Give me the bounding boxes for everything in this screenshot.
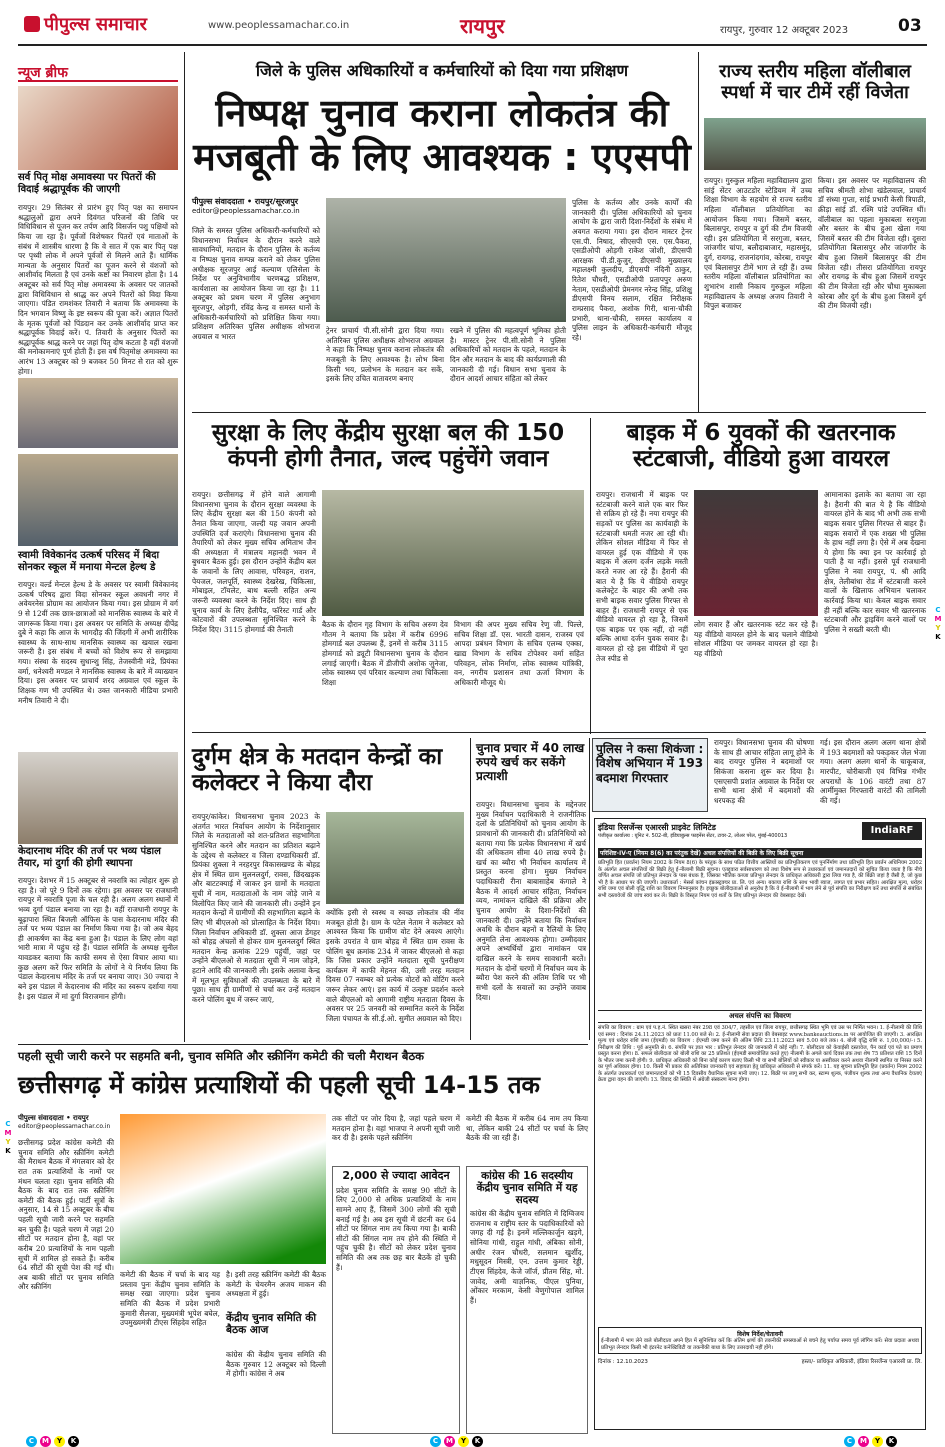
left-column-rule bbox=[184, 52, 185, 1042]
lead-bottom-rule bbox=[192, 412, 926, 413]
magenta-mark: M bbox=[444, 1436, 455, 1447]
stunt-headline: बाइक में 6 युवकों की खतरनाक स्टंटबाजी, वीडियो हुआ वायरल bbox=[626, 420, 896, 473]
police-col-2: गई। इस दौरान अलग अलग थाना क्षेत्रों में 193 बदमाशों को पकड़कर जेल भेजा गया। अलग अलग थानों के चाकूबाज, मारपीट, चोरीबाजी एवं विभिन्न गंभीर अपराधों के 106 वारंटी तथा 87 आर्मीमुक्त गिरफ्तारी वारंटों की तामिली की गई। bbox=[820, 738, 926, 805]
cmyk-c: C bbox=[5, 1120, 11, 1128]
stunt-col-3: आमानाका इलाके का बताया जा रहा है। हैरानी की बात ये है कि वीडियो वायरल होने के बाद भी अभी तक सभी बाइक सवार पुलिस गिरफ्त से बाहर हैं। बाइक सवारों में एक शख्स भी पुलिस के हाथ नहीं लगा है। ऐसे में अब देखना ये होगा कि क्या इन पर कार्रवाई हो पाती है या नहीं। इससे पूर्व राजधानी पुलिस ने नवा रायपुर, पं. श्री आदि क्षेत्र, तेलीबांधा रोड में स्टंटबाजी करने वालों के खिलाफ अभियान चलाकर कार्रवाई किया था। केवल बाइक सवार ही नहीं बल्कि कार सवार भी खतरनाक स्टंटबाजी और ड्राइविंग करने वालों पर पुलिस ने सख्ती बरती थी। bbox=[824, 490, 926, 634]
ad-sign: हस्ता/- प्राधिकृत अधिकारी, इंडिया रिसर्जेन्स एआरसी प्रा. लि. bbox=[801, 1359, 922, 1365]
photo-classroom bbox=[18, 454, 178, 546]
ad-title: इंडिया रिसर्जेन्स एआरसी प्राइवेट लिमिटेड bbox=[598, 823, 716, 832]
lead-col-2: ट्रेनर प्राचार्य पी.सी.सोनी द्वारा दिया गया। अतिरिक्त पुलिस अधीक्षक शोभराज अग्रवाल ने कहा कि निष्पक्ष चुनाव कराना लोकतंत्र की मजबूती के लिए आवश्यक है। लोभ बिना किसी भय, प्रलोभन के मतदान कर सकें, इसके लिए उचित वातावरण बनाए bbox=[326, 326, 444, 384]
brief-body-2: रायपुर। वर्ल्ड मेन्टल हेल्थ डे के अवसर पर स्वामी विवेकानंद उत्कर्ष परिषद द्वारा विदा सोनकर स्कूल अवधनी नगर में अवेयरनेस प्रोग्राम का आयोजन किया गया। इस प्रोग्राम में वर्ग 9 से 12वीं तक छात्र-छात्राओं को मानसिक स्वास्थ्य के बारे में जागरूक किया गया। इस अवसर पर समिति के अध्यक्ष दीपेंद्र दुबे ने कहा कि आज के भागदौड़ की जिंदगी में अभी शारीरिक स्वास्थ्य के साथ-साथ मानसिक स्वास्थ्य का खयाल रखना जरूरी है। इस संबंध में बच्चों को विशेष रूप से समझाया गया। संस्था के सदस्य सुधान्शु सिंह, तेजस्वीनी मंडे, प्रियंका वर्मा, धनेश्वरी मण्डल ने मानसिक स्वास्थ्य के बारे में व्याख्यान दिया। इस अवसर पर प्राचार्य शरद अग्रवाल एवं स्कूल के शिक्षक गण भी उपस्थित थे। उक्त जानकारी मीडिया प्रभारी मनीष तिवारी ने दी। bbox=[18, 580, 178, 705]
congress-box3-body: कांग्रेस की केंद्रीय चुनाव समिति की बैठक गुरुवार 12 अक्टूबर को दिल्ली में होगी। कांग्रेस ने अब bbox=[226, 1350, 326, 1379]
expense-body: रायपुर। विधानसभा चुनाव के मद्देनजर मुख्य निर्वाचन पदाधिकारी ने राजनीतिक दलों के प्रतिनिधियों को चुनाव आयोग के प्रावधानों की जानकारी दी। प्रतिनिधियों को बताया गया कि प्रत्येक विधानसभा में खर्च की अधिकतम सीमा 40 लाख रुपये है। खर्च का ब्यौरा भी निर्वाचन कार्यालय में प्रस्तुत करना होगा। मुख्य निर्वाचन पदाधिकारी रीना बाबासाहेब कंगाले ने बैठक में आदर्श आचार संहिता, निर्वाचन व्यय, नामांकन दाखिले की प्रक्रिया और चुनाव आयोग के दिशा-निर्देशों की जानकारी दी। उन्होंने बताया कि निर्वाचन अवधि के दौरान बहनों व रैलियों के लिए अनुमति लेना आवश्यक होगा। उम्मीदवार अपने अभ्यर्थियों द्वारा नामांकन पत्र दाखिल करने के समय सावधानी बरतें। मतदान के दोनों चरणों में निर्वाचन व्यय के ब्यौरा पेश करने की अंतिम तिथि पर भी सभी दलों के सवालों का उन्होंने जवाब दिया। bbox=[476, 800, 586, 1002]
volleyball-col-2: किया। इस अवसर पर महाविद्यालय की सचिव श्रीमती शोभा खंडेलवाल, प्राचार्य डॉ संध्या गुप्ता, सांई प्रभारी केसी त्रिपाठी, क्रीड़ा सांई डॉ. रश्मि पांडे उपस्थित थीं। वॉलीबाल का पहला मुकाबला सरगुजा और बस्तर के बीच हुआ खेला गया जिसमें बस्तर की टीम विजेता रही। दूसरा प्रतियोगिता बिलासपुर और जांजगीर के बीच हुआ जिसमें बिलासपुर की टीम विजेता रही। तीसरा प्रतियोगिता रायपुर और रायगढ़ के बीच हुआ जिसमें रायपुर की टीम विजेता रही और चौथा मुकाबला कोरबा और दुर्ग के बीच हुआ जिसमें दुर्ग की टीम विजयी रही। bbox=[818, 176, 926, 311]
ad-section-title: अचल संपत्ति का विवरण bbox=[598, 1010, 922, 1023]
lead-headline: निष्पक्ष चुनाव कराना लोकतंत्र की मजबूती के लिए आवश्यक : एएसपी bbox=[193, 91, 691, 179]
website: www.peoplessamachar.co.in bbox=[208, 20, 350, 31]
stunt-col-2: लोग सवार हैं और खतरनाक स्टंट कर रहे हैं। यह वीडियो वायरल होने के बाद चलाने वीडियो सोशल मीडिया पर जमकर वायरल हो रहा है। यह वीडियो bbox=[694, 620, 818, 658]
photo-pandal bbox=[18, 752, 178, 844]
cyan-mark: C bbox=[844, 1436, 855, 1447]
expense-right-rule bbox=[589, 738, 590, 1040]
yellow-mark: Y bbox=[872, 1436, 883, 1447]
photo-volleyball-team bbox=[704, 118, 926, 170]
photo-congress-flags bbox=[120, 1114, 326, 1264]
police-headline: पुलिस ने कसा शिकंजा : विशेष अभियान में 193 बदमाश गिरफ्तार bbox=[596, 742, 704, 785]
ad-subtitle: परिशिष्ट-IV-ए (नियम 8(6) का परंतुक देखें) अचल संपत्तियों की बिक्री के लिए बिक्री सूचना bbox=[598, 848, 922, 858]
congress-box5-body: कांग्रेस की केंद्रीय चुनाव समिति में दिग्विजय राजनाथ व राष्ट्रीय स्तर के पदाधिकारियों को जगह दी गई है। इनमें मल्लिकार्जुन खड़गे, सोनिया गांधी, राहुल गांधी, अंबिका सोनी, अधीर रंजन चौधरी, सलमान खुर्शीद, मधुसूदन मिस्त्री, एन. उत्तम कुमार रेड्डी, टीएस सिंहदेव, केजे जॉर्ज, प्रीतम सिंह, मो. जावेद, अमी याज्ञनिक, पीएल पुनिया, ओंकार मरकाम, केसी वेणुगोपाल शामिल हैं। bbox=[470, 1209, 584, 1305]
congress-byline-email: editor@peoplessamachar.co.in bbox=[18, 1123, 111, 1130]
photo-police-training bbox=[326, 198, 566, 322]
brief-body-3: रायपुर। देशभर में 15 अक्टूबर से नवरात्रि का त्योहार शुरू हो रहा है। जो पूरे 9 दिनों तक रहेगा। इस अवसर पर राजधानी रायपुर में नवरात्रि पूजा के चल रही है। अलग अलग स्थानों में भव्य दुर्गा पंडाल बनाया जा रहा है। वहीं राजधानी रायपुर के बूढ़ापारा स्थित बिजली ऑफिस के पास केदारनाथ मंदिर की तर्ज पर भव्य पंडाल का निर्माण किया गया है। जो अब बेहद ही आकर्षण का केंद्र बना हुआ है। पंडाल के लिए लोग वहां भारी मात्रा में पहुंच रहे हैं। पंडाल समिति के अध्यक्ष सुनील यावडकर बताया कि काफी समय से ऐसा विचार आया था। कुछ अलग करें फिर समिति के लोगों ने ये निर्णय लिया कि पंडाल केदारनाथ मंदिर के तर्ज पर बनाया जाए। 30 ज्यादा ने बने इस पंडाल में केदारनाथ की मंदिर का स्वरूप दर्शाया गया है। इस पंडाल में मां दुर्गा विराजमान होंगी। bbox=[18, 876, 178, 1001]
durgam-headline: दुर्गम क्षेत्र के मतदान केन्द्रों का कलेक्टर ने किया दौरा bbox=[192, 744, 443, 797]
congress-top-rule bbox=[18, 1044, 588, 1045]
durgam-col-2: क्योंकि इसी से स्वस्थ व स्वच्छ लोकतंत्र की नींव मजबूत होती है। ग्राम के पटेल नेताम ने कलेक्टर को आश्वस्त किया कि ग्रामीण वोट देने अवश्य आएंगे। इसके उपरांत वे ग्राम बोहद्र में स्थित ग्राम रावस के पोलिंग बूथ क्रमांक 234 में जाकर बीएलओ से कहा कि जिस प्रकार उन्होंने मतदाता सूची पुनरीक्षण कार्यक्रम में काफी मेहनत की, उसी तरह मतदान दिवस 07 नवम्बर को प्रत्येक वोटरों को वोटिंग करने जरूर लेकर आएं। इस कार्य में उत्कृष्ट प्रदर्शन करने वाले बीएलओ को आगामी राष्ट्रीय मतदाता दिवस के अवसर पर 25 जनवरी को सम्मानित करने के निर्देश जिला पंचायत के सी.ई.ओ. सुमीत अग्रवाल को दिए। bbox=[326, 908, 464, 1023]
congress-box3-head: केंद्रीय चुनाव समिति की बैठक आज bbox=[226, 1312, 317, 1337]
photo-stunt-bike bbox=[694, 490, 818, 616]
lead-kicker: जिले के पुलिस अधिकारियों व कर्मचारियों को दिया गया प्रशिक्षण bbox=[255, 61, 629, 80]
ad-body-2: संपत्ति का विवरण : ग्राम एवं प.ह.नं. स्थित खसरा नंबर 298 एवं 304/7, तहसील एवं जिला रायपुर, छत्तीसगढ़ स्थित भूमि एवं उस पर निर्मित भवन। 1. ई-नीलामी की तिथि एवं समय : दिनांक 24.11.2023 को प्रातः 11.00 बजे से। 2. ई-नीलामी सेवा प्रदाता की वेबसाइट www.bankeauctions.in पर आयोजित की जाएगी। 3. आरक्षित मूल्य एवं धरोहर राशि जमा (ईएमडी) का विवरण : ईएमडी जमा करने की अंतिम तिथि 23.11.2023 सायं 5.00 बजे तक। 4. बोली वृद्धि राशि रु. 1,00,000/-। 5. निरीक्षण की तिथि : पूर्व अनुमति से। 6. संपत्ति पर ज्ञात भार : प्रतिभूत लेनदार की जानकारी में कोई नहीं। 7. बोलीदाता को केवाईसी दस्तावेज, पैन कार्ड एवं पते का प्रमाण प्रस्तुत करना होगा। 8. सफल बोलीदाता को बोली राशि का 25 प्रतिशत (ईएमडी समायोजित करते हुए) नीलामी के अगले कार्य दिवस तक तथा शेष 75 प्रतिशत राशि 15 दिनों के भीतर जमा करनी होगी। 9. प्राधिकृत अधिकारी को बिना कोई कारण बताए किसी भी या सभी बोलियों को स्वीकार या अस्वीकार करने अथवा नीलामी स्थगित या निरस्त करने का पूर्ण अधिकार होगा। 10. किसी भी प्रकार की अतिरिक्त जानकारी एवं सहायता हेतु प्राधिकृत अधिकारी से संपर्क करें। 11. यह सूचना प्रतिभूति हित (प्रवर्तन) नियम 2002 के अंतर्गत उधारकर्ता एवं जमानतदारों को भी 15 दिवसीय वैधानिक सूचना मानी जाए। 12. बिक्री पर लागू सभी कर, स्टाम्प शुल्क, पंजीयन शुल्क तथा अन्य वैधानिक देयताएं क्रेता द्वारा वहन की जाएंगी। 13. विवाद की स्थिति में अंग्रेजी संस्करण मान्य होगा। bbox=[598, 1025, 922, 1083]
congress-box-applications bbox=[332, 1166, 460, 1434]
magenta-mark: M bbox=[858, 1436, 869, 1447]
side-cmyk-right bbox=[934, 606, 942, 642]
issue-date: रायपुर, गुरुवार 12 अक्टूबर 2023 bbox=[720, 25, 849, 36]
police-col-1: रायपुर। विधानसभा चुनाव की घोषणा के साथ ही आचार संहिता लागू होने के बाद रायपुर पुलिस ने बदमाशों पर सिकंजा कसना शुरू कर दिया है। एसएसपी प्रशांत अग्रवाल के निर्देश पर सभी थाना क्षेत्रों में बदमाशों की धरपकड़ की bbox=[714, 738, 814, 805]
lead-col-4: पुलिस के कर्तव्य और उनके कार्यों की जानकारी दी। पुलिस अधिकारियों को चुनाव आयोग के द्वारा जारी दिशा-निर्देशों के संबंध में अवगत कराया गया। इस दौरान मास्टर ट्रेनर एस.पी. निषाद, सीएसपी एस. एस.पैकरा, एसडीओपी ओड़गी राकेश जोशी, डीएसपी आरक्षक पी.डी.कुजुर, डीएसपी मुख्यालय महालक्ष्मी कुलदीप, डीएसपी नंदिनी ठाकुर, रितेश चौधरी, एसडीओपी प्रतापपुर अरुण नेताम, एसडीओपी प्रेमनगर नरेन्द्र सिंह, प्रशिक्षु डीएसपी विनय सलाम, रक्षित निरीक्षक राम्प्रसाद पैकरा, अशोक गिरी, थाना-चौकी प्रभारी, थाना-चौकी, समस्त कार्यालय व पुलिस लाइन के अधिकारी-कर्मचारी मौजूद रहे। bbox=[572, 198, 692, 342]
congress-col-5: कमेटी की बैठक में करीब 64 नाम तय किया था, लेकिन बाकी 24 सीटों पर चर्चा के लिए बैठकें की जा रही हैं। bbox=[466, 1114, 588, 1143]
forces-headline: सुरक्षा के लिए केंद्रीय सुरक्षा बल की 150 कंपनी होगी तैनात, जल्द पहुंचेंगे जवान bbox=[211, 420, 565, 473]
cmyk-c: C bbox=[935, 606, 941, 614]
logo-text: पीपुल्स समाचार bbox=[44, 14, 147, 35]
mid-rule bbox=[192, 732, 926, 733]
volleyball-headline: राज्य स्तरीय महिला वॉलीबाल स्पर्धा में चार टीमें रहीं विजेता bbox=[719, 61, 911, 103]
lead-byline: पीपुल्स संवाददाता • रायपुर/सूरजपुर editor@peoplessamachar.co.in bbox=[192, 196, 322, 220]
byline-place: रायपुर/सूरजपुर bbox=[254, 197, 299, 206]
cyan-mark: C bbox=[26, 1436, 37, 1447]
congress-box-committee bbox=[466, 1166, 588, 1434]
print-marks-right bbox=[844, 1428, 900, 1445]
congress-col-2: कमेटी की बैठक में चर्चा के बाद यह प्रस्ताव पुनः केंद्रीय चुनाव समिति के समक्ष रखा जाएगा। प्रदेश चुनाव समिति की बैठक में प्रदेश प्रभारी कुमारी सैलजा, मुख्यमंत्री भूपेश बघेल, उपमुख्यमंत्री टीएस सिंहदेव सहित bbox=[120, 1270, 220, 1328]
side-cmyk-left bbox=[4, 1120, 12, 1156]
masthead-rule bbox=[18, 44, 927, 46]
photo-students bbox=[18, 378, 178, 448]
congress-headline: छत्तीसगढ़ में कांग्रेस प्रत्याशियों की पहली सूची 14-15 तक bbox=[18, 1071, 540, 1099]
congress-box4-body: प्रदेश चुनाव समिति के समक्ष 90 सीटों के लिए 2,000 से अधिक प्रत्याशियों के नाम सामने आए हैं, जिसमें 300 लोगों की सूची बनाई गई है। अब इस सूची में छंटनी कर 64 सीटों पर सिंगल नाम तय किया गया है। बाकी सीटों की सिंगल नाम तय होने की स्थिति में पहुंच चुकी है। सीटों को लेकर प्रदेश चुनाव समिति की अब तक छह बार बैठकें हो चुकी हैं। bbox=[336, 1185, 456, 1272]
police-headline-box bbox=[592, 738, 708, 812]
ad-notice-box bbox=[598, 1327, 922, 1354]
cmyk-y: Y bbox=[935, 624, 941, 632]
volleyball-col-1: रायपुर। गुरुकुल महिला महाविद्यालय द्वारा सांई सेंटर आउटडोर स्टेडियम में उच्च शिक्षा विभाग के सहयोग से राज्य स्तरीय महिला वॉलीबाल प्रतियोगिता का आयोजन किया गया। जिसमें बस्तर, बिलासपुर, रायपुर व दुर्ग की टीम विजयी रही। इस प्रतियोगिता में सरगुजा, बस्तर, जांजगीर चांपा, बलौदाबाजार, महासमुंद, दुर्ग, रायगढ़, राजनांदगांव, कोरबा, रायपुर एवं बिलासपुर टीमें भाग ले रही हैं। उच्च स्तरीय महिला वॉलीबाल प्रतियोगिता का शुभारंभ शासी निकाय गुरुकुल महिला महाविद्यालय के अध्यक्ष अजय तिवारी ने विपुल बजाकर bbox=[704, 176, 812, 311]
ad-notice-title: विशेष निर्देश/चेतावनी bbox=[737, 1331, 783, 1338]
photo-collector-visit bbox=[326, 812, 464, 904]
congress-box5-head: कांग्रेस की 16 सदस्यीय केंद्रीय चुनाव समिति में यह सदस्य bbox=[476, 1170, 578, 1207]
black-mark: K bbox=[68, 1436, 79, 1447]
photo-hand bbox=[18, 86, 178, 170]
lead-col-1: जिले के समस्त पुलिस अधिकारी-कर्मचारियों को विधानसभा निर्वाचन के दौरान करने वाले सावधानियों, मतदान के दौरान पुलिस के कर्तव्य व निष्पक्ष चुनाव सम्पन्न कराने को लेकर पुलिस अधीक्षक सूरजपुर आई कल्याण एलिसेला के निर्देश पर अनुविभागीय चरणबद्ध प्रशिक्षण, कार्यशाला का आयोजन किया जा रहा है। 11 अक्टूबर को प्रथम चरण में पुलिस अनुभाग सूरजपुर, ओड़गी, रविंद्र केन्द्र व समस्त थानों के अधिकारी-कर्मचारियों को प्रशिक्षित किया गया। प्रशिक्षण अतिरिक्त पुलिस अधीक्षक शोभराज अग्रवाल व भारत bbox=[192, 226, 320, 341]
forces-col-2: बैठक के दौरान गृह विभाग के सचिव अरुण देव गौतम ने बताया कि प्रदेश में करीब 6996 होमगार्ड बल उपलब्ध हैं, इनमें से करीब 3115 होमगार्ड को ड्यूटी विधानसभा चुनाव के दौरान लगाई जाएगी। बैठक में डीजीपी अशोक जुनेजा, लोक स्वास्थ्य एवं परिवार कल्याण तथा चिकित्सा शिक्षा bbox=[322, 620, 448, 687]
auction-ad bbox=[594, 818, 926, 1430]
congress-col-1: छत्तीसगढ़ प्रदेश कांग्रेस कमेटी की चुनाव समिति और स्क्रीनिंग कमेटी की मैराथन बैठक में मंगलवार को देर रात तक प्रत्याशियों के नामों पर मंथन चलता रहा। चुनाव समिति की बैठक के बाद रात तक स्क्रीनिंग कमेटी की बैठक हुई। पार्टी सूत्रों के अनुसार, 14 से 15 अक्टूबर के बीच पहली सूची जारी करने पर सहमति बन चुकी है। पहले चरण में जहां 20 सीटों पर मतदान होना है, वहां पर करीब 20 प्रत्याशियों के नाम पहली सूची में शामिल हो सकते हैं। करीब 64 सीटों की सूची पेश की गई थी। अब बाकी सीटों पर चुनाव समिति और स्क्रीनिंग bbox=[18, 1138, 114, 1292]
yellow-mark: Y bbox=[458, 1436, 469, 1447]
lead-col-3: रखने में पुलिस की महत्वपूर्ण भूमिका होती है। मास्टर ट्रेनर पी.सी.सोनी ने पुलिस अधिकारियों को मतदान के पहले, मतदान के दिन और मतदान के बाद की कार्यप्रणाली की जानकारी दी गई। विधान सभा चुनाव के दौरान आदर्श आचार संहिता को लेकर bbox=[450, 326, 566, 384]
congress-byline: पीपुल्स संवाददाता • रायपुर editor@peoplessamachar.co.in bbox=[18, 1114, 118, 1136]
brief-body-1: रायपुर। 29 सितंबर से प्रारंभ हुए पितृ पक्ष का समापन श्रद्धालुओं द्वारा अपने दिवंगत परिजनों की तिथि पर विधिविधान से पूजन कर तर्पण आदि विसर्जन पशु पक्षियों को किया जा रहा है। पूर्वजों विशेषकर पितरों एवं माताओं के संबंध में शास्त्रीय धारणा है कि वे सात में एक बार पितृ पक्ष पर पृथ्वी लोक में अपने पूर्वजों से मिलने आते हैं। धार्मिक मान्यता के अनुसार पितरों का पूजन करने से वंशजों को आशीर्वाद मिलता है एवं उनके कष्टों का निवारण होता है। 14 अक्टूबर को सर्व पितृ मोक्ष अमावस्या के अवसर पर जातकों द्वारा विधिविधान से श्राद्ध कर अपने पितरों को विदा किया जाएगा। पंडित रामशंकर तिवारी ने बताया कि अमावस्या के दिन भगवान विष्णु के इष्ट स्वरूप की पूजा करें। अज्ञात पितरों के मृतक पूर्वजों को पिंडदान कर उनके आशीर्वाद प्राप्त कर श्रद्धापूर्वक विदाई करें। पं. तिवारी के अनुसार पितरों का श्रद्धापूर्वक श्राद्ध करने पर जहां पितृ दोष कटता है वहीं वंशजों की मनोकामनाएं पूर्ण होती हैं। इस वर्ष पितृमोक्ष अमावस्या का आरंभ 13 अक्टूबर को 9 बजकर 50 मिनट से रात को शुरू होगा। bbox=[18, 203, 178, 376]
congress-byline-name: पीपुल्स संवाददाता bbox=[18, 1114, 64, 1122]
cmyk-m: M bbox=[934, 615, 942, 623]
black-mark: K bbox=[886, 1436, 897, 1447]
cmyk-y: Y bbox=[5, 1138, 11, 1146]
forces-col-1: रायपुर। छत्तीसगढ़ में होने वाले आगामी विधानसभा चुनाव के दौरान सुरक्षा व्यवस्था के लिए केंद्रीय सुरक्षा बल की 150 कंपनी को तैनात किया जाएगा, जल्दी यह जवान अपनी उपस्थिति दर्ज कराएंगे। विधानसभा चुनाव की तैयारियों को लेकर मुख्य सचिव अमिताभ जैन की अध्यक्षता में मंत्रालय महानदी भवन में बुधवार बैठक हुई। इस दौरान उन्होंने केंद्रीय बल के जवानों के लिए आवास, परिवहन, राशन, पेयजल, जलपूर्ति, स्वास्थ्य देखरेख, चिकित्सा, मोबाइल, टॉयलेट, बाथ बल्ली सहित अन्य जरूरी व्यवस्था करने के निर्देश दिए। साथ ही चुनाव कार्य के लिए हेलीपैड, फॉरेस्ट गार्ड और कोटवारों की उपलब्धता सुनिश्चित करने के निर्देश दिए। 3115 होमगार्ड की तैनाती bbox=[192, 490, 316, 634]
cmyk-m: M bbox=[4, 1129, 12, 1137]
cyan-mark: C bbox=[430, 1436, 441, 1447]
yellow-mark: Y bbox=[54, 1436, 65, 1447]
congress-box4-head: 2,000 से ज्यादा आवेदन bbox=[342, 1169, 450, 1182]
page-number: 03 bbox=[898, 16, 922, 36]
durgam-right-rule bbox=[470, 738, 471, 1040]
print-marks-center bbox=[430, 1428, 486, 1445]
congress-kicker: पहली सूची जारी करने पर सहमति बनी, चुनाव समिति और स्क्रीनिंग कमेटी की चली मैराथन बैठक bbox=[18, 1049, 425, 1063]
city-title: रायपुर bbox=[460, 14, 505, 38]
magenta-mark: M bbox=[40, 1436, 51, 1447]
congress-byline-place: रायपुर bbox=[73, 1114, 89, 1122]
lead-right-rule bbox=[698, 52, 699, 412]
cmyk-k: K bbox=[5, 1147, 11, 1155]
forces-col-3: विभाग की अपर मुख्य सचिव रेणु जी. पिल्ले, सचिव शिक्षा डॉ. एस. भारती दासन, राजस्व एवं आपदा प्रबंधन विभाग के सचिव एलम्ब एक्का, खाद्य विभाग के सचिव टोपेश्वर वर्मा सहित परिवहन, लोक निर्माण, लोक स्वास्थ्य यांत्रिकी, वन, नगरीय प्रशासन तथा ऊर्जा विभाग के अधिकारी मौजूद थे। bbox=[454, 620, 584, 687]
logo-mark bbox=[24, 16, 40, 32]
stunt-col-1: रायपुर। राजधानी में बाइक पर स्टंटबाजी करने वाले एक बार फिर से सक्रिय हो रहे हैं। नया रायपुर की सड़कों पर पुलिस का कार्यवाही के स्टंटबाजी थमती नजर आ रही थी। लेकिन सोशल मीडिया में फिर से वायरल हुई एक वीडियो में एक बाइक में अलग दर्जन लड़के मस्ती करते नजर आ रहे हैं। हैरानी की बात ये है कि ये वीडियो रायपुर कलेक्ट्रेट के बाहर की अभी तक सभी बाइक सवार पुलिस गिरफ्त से बाहर हैं। राजधानी रायपुर से एक वीडियो वायरल हो रहा है, जिसमें एक बाइक पर एक नहीं, दो नहीं बल्कि आधा दर्जन युवक सवार है। वायरल हो रहे इस वीडियो में पूरा तेज स्पीड से bbox=[596, 490, 688, 663]
congress-col-3: है। इसी तरह स्क्रीनिंग कमेटी की बैठक कमेटी के चेयरमैन अजय माकन की अध्यक्षता में हुई। bbox=[226, 1270, 326, 1299]
ad-date: दिनांक : 12.10.2023 bbox=[598, 1359, 648, 1365]
black-mark: K bbox=[472, 1436, 483, 1447]
logo bbox=[24, 12, 204, 36]
masthead bbox=[0, 0, 945, 44]
news-brief-label: न्यूज ब्रीफ bbox=[18, 65, 68, 81]
durgam-col-1: रायपुर/कांकेर। विधानसभा चुनाव 2023 के अंतर्गत भारत निर्वाचन आयोग के निर्देशानुसार जिले के मतदाताओं को शत-प्रतिशत सहभागिता सुनिश्चित करने और मतदान का प्रतिशत बढ़ाने के उद्देश्य से कलेक्टर व जिला दण्डाधिकारी डॉ. प्रियंका शुक्ला ने नरहरपुर विकासखण्ड के बोहद्र क्षेत्र में स्थित ग्राम मुलनलदुर्ग, रावस, छिंदखड़क और बाटटक्याई में जाकर इन ग्रामों के मतदाता सूची में नाम, मतदाताओं के नाम जोड़े जाने व विलोपित किए जाने की जानकारी ली। उन्होंने इन मतदान केन्द्रों में ग्रामीणों की सहभागिता बढ़ाने के लिए भी बीएलओ को प्रोत्साहित के निर्देश दिया। जिला निर्वाचन अधिकारी डॉ. शुक्ला आज डेंगहर को बोहद्र अंचलों से होकर ग्राम मुलनलदुर्ग स्थित मतदान केन्द्र क्रमांक 229 पहुंचीं, जहां पर उन्होंने बीएलओ से मतदाता सूची में नाम जोड़ने, हटाने आदि की जानकारी ली। इसके अलावा केन्द्र में मूलभूत सुविधाओं की उपलब्धता के बारे में पूछा। साथ ही ग्रामीणों से चर्चा कर उन्हें मतदान करने पोलिंग बूथ में जरूर जाएं, bbox=[192, 812, 320, 1004]
ad-address: पंजीकृत कार्यालय : यूनिट नं. 502-बी, इंडियाबुल्स फाइनेंस सेंटर, टावर-2, लोअर परेल, मुंबई-400013 bbox=[598, 833, 788, 839]
brief-headline-1: सर्व पितृ मोक्ष अमावस्या पर पितरों की विदाई श्रद्धापूर्वक की जाएगी bbox=[18, 172, 156, 195]
print-marks-left bbox=[26, 1428, 82, 1445]
brief-headline-2: स्वामी विवेकानंद उत्कर्ष परिसद में बिदा सोनकर स्कूल में मनाया मेन्टल हेल्थ डे bbox=[18, 550, 160, 573]
expense-headline: चुनाव प्रचार में 40 लाख रुपये खर्च कर सकेंगे प्रत्याशी bbox=[476, 741, 585, 783]
brief-headline-3: केदारनाथ मंदिर की तर्ज पर भव्य पंडाल तैयार, मां दुर्गा की होगी स्थापना bbox=[18, 846, 161, 869]
byline-name: पीपुल्स संवाददाता bbox=[192, 197, 245, 206]
forces-right-rule bbox=[590, 418, 591, 734]
congress-col-4: तक सीटों पर जोर दिया है, जहां पहले चरण में मतदान होना है। वहां भाजपा ने अपनी सूची जारी कर दी है। इसके पहले स्क्रीनिंग bbox=[332, 1114, 460, 1143]
ad-footer bbox=[598, 1357, 922, 1365]
byline-email: editor@peoplessamachar.co.in bbox=[192, 207, 300, 215]
news-brief-tag bbox=[18, 62, 178, 82]
photo-forces-march bbox=[322, 490, 584, 616]
cmyk-k: K bbox=[935, 633, 941, 641]
ad-header bbox=[598, 822, 922, 846]
ad-logo: IndiaRF bbox=[862, 822, 922, 840]
ad-body-1: प्रतिभूति हित (प्रवर्तन) नियम 2002 के नियम 8(6) के परंतुक के साथ पठित वित्तीय आस्तियों का प्रतिभूतिकरण एवं पुनर्निर्माण तथा प्रतिभूति हित प्रवर्तन अधिनियम 2002 के अंतर्गत अचल संपत्तियों की बिक्री हेतु ई-नीलामी बिक्री सूचना। एतद्द्वारा सर्वसाधारण को तथा विशेष रूप से उधारकर्ता एवं जमानतदारों को सूचित किया जाता है कि नीचे वर्णित अचल संपत्ति जो प्रतिभूत लेनदार के पास बंधक है, जिसका भौतिक कब्जा प्रतिभूत लेनदार के प्राधिकृत अधिकारी द्वारा लिया गया है, की बिक्री जहां है जैसी है, जो कुछ भी है के आधार पर की जाएगी। उधारकर्ता : मेसर्स कांचन इंफ्रास्ट्रक्चर प्रा. लि. एवं अन्य। बकाया राशि के साथ भावी ब्याज, लागत एवं प्रभार सहित। आरक्षित मूल्य, धरोहर राशि जमा एवं बोली वृद्धि राशि का विवरण निम्नानुसार है। इच्छुक बोलीदाताओं से अनुरोध है कि वे ई-नीलामी में भाग लेने से पूर्व संपत्ति का निरीक्षण करें तथा संपत्ति से संबंधित सभी दस्तावेजों की जांच स्वयं कर लें। बिक्री के विस्तृत नियम एवं शर्तों के लिए प्रतिभूत लेनदार की वेबसाइट देखें। bbox=[598, 860, 922, 899]
ad-notice: ई-नीलामी में भाग लेने वाले बोलीदाता अपने हित में सुनिश्चित करें कि अंतिम क्षणों की तकनीकी समस्याओं से बचने हेतु पर्याप्त समय पूर्व लॉगिन करें। सेवा प्रदाता अथवा प्रतिभूत लेनदार किसी भी इंटरनेट कनेक्टिविटी या तकनीकी बाधा के लिए उत्तरदायी नहीं होंगे। bbox=[601, 1338, 919, 1351]
